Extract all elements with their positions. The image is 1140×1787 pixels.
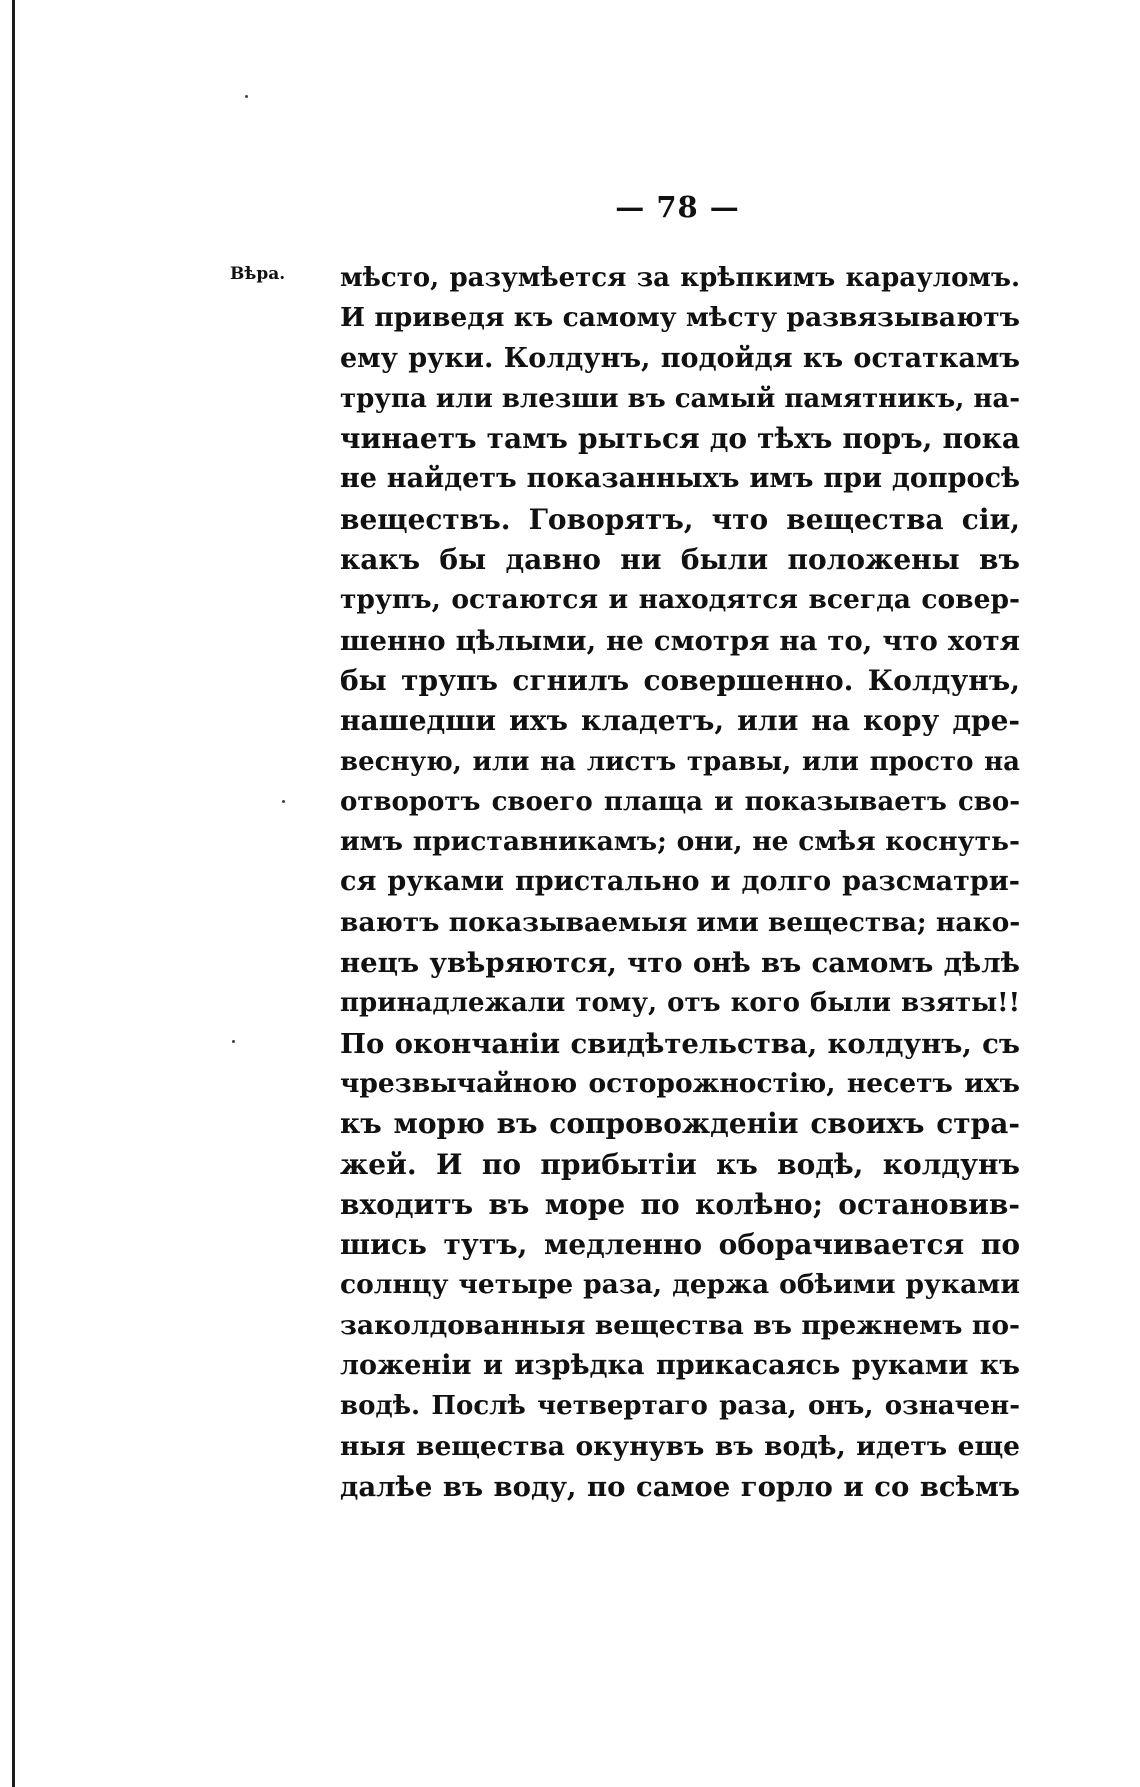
page-number: — 78 — (615, 190, 740, 224)
text-line: чинаетъ тамъ рыться до тѣхъ поръ, пока (340, 422, 1020, 456)
text-line: далѣе въ воду, по самое горло и со всѣмъ (340, 1470, 1020, 1503)
body-text (340, 258, 1020, 1507)
text-line: водѣ. Послѣ четвертаго раза, онъ, означен- (340, 1391, 1020, 1422)
text-line: шись тутъ, медленно оборачивается по (340, 1228, 1020, 1262)
text-line: не найдетъ показанныхъ имъ при допросѣ (340, 463, 1020, 495)
text-line: трупа или влезши въ самый памятникъ, на- (340, 383, 1020, 414)
text-line: какъ бы давно ни были положены въ (340, 543, 1020, 577)
text-line: нашедши ихъ кладетъ, или на кору дре- (340, 704, 1020, 738)
text-line: веществъ. Говорятъ, что вещества сіи, (340, 502, 1020, 536)
speck (245, 95, 248, 98)
margin-note: Вѣра. (230, 264, 286, 284)
text-line: ся руками пристально и долго разсматри- (340, 866, 1020, 898)
text-line: И приведя къ самому мѣсту развязываютъ (340, 302, 1020, 334)
text-line: ныя вещества окунувъ въ водѣ, идетъ еще (340, 1430, 1020, 1462)
speck (232, 1040, 235, 1043)
text-line: имъ приставникамъ; они, не смѣя коснуть- (340, 826, 1020, 858)
text-line: къ морю въ сопровожденіи своихъ стра- (340, 1107, 1020, 1141)
text-line: ему руки. Колдунъ, подойдя къ остаткамъ (340, 342, 1020, 374)
text-line: жей. И по прибытіи къ водѣ, колдунъ (340, 1147, 1020, 1181)
page-edge (12, 0, 15, 1787)
text-line: ложеніи и изрѣдка прикасаясь руками къ (340, 1350, 1020, 1382)
text-line: нецъ увѣряются, что онѣ въ самомъ дѣлѣ (340, 947, 1020, 980)
text-line: чрезвычайною осторожностію, несетъ ихъ (340, 1067, 1020, 1099)
text-line: бы трупъ сгнилъ совершенно. Колдунъ, (340, 663, 1020, 697)
text-line: отворотъ своего плаща и показываетъ сво- (340, 786, 1020, 817)
text-line: шенно цѣлыми, не смотря на то, что хотя (340, 624, 1020, 657)
text-line: солнцу четыре раза, держа обѣими руками (340, 1269, 1020, 1301)
text-line: входитъ въ море по колѣно; остановив- (340, 1187, 1020, 1221)
text-line: По окончаніи свидѣтельства, колдунъ, съ (340, 1027, 1020, 1060)
text-line: ваютъ показываемыя ими вещества; нако- (340, 906, 1020, 938)
text-line: весную, или на листъ травы, или просто на (340, 746, 1020, 777)
text-line: трупъ, остаются и находятся всегда совер- (340, 584, 1020, 616)
text-line: мѣсто, разумѣется за крѣпкимъ карауломъ. (340, 263, 1020, 293)
text-line: принадлежали тому, отъ кого были взяты!! (340, 988, 1020, 1019)
speck (282, 800, 285, 803)
text-line: заколдованныя вещества въ прежнемъ по- (340, 1309, 1020, 1341)
